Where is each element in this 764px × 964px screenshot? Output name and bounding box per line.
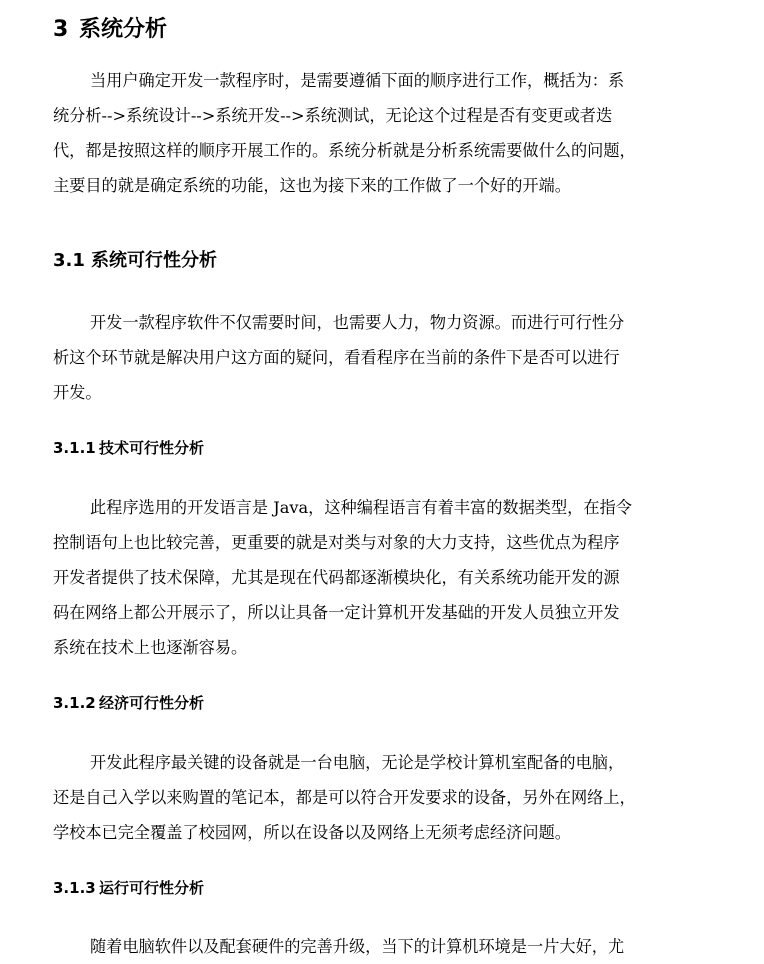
operational-heading — [53, 876, 204, 900]
paragraph-line: 主要目的就是确定系统的功能，这也为接下来的工作做了一个好的开端。 — [53, 176, 571, 195]
paragraph-line: 控制语句上也比较完善，更重要的就是对类与对象的大力支持，这些优点为程序 — [53, 533, 620, 552]
paragraph-line: 开发。 — [53, 383, 102, 402]
technical-paragraph — [53, 490, 632, 665]
economic-number: 3.1.2 — [53, 694, 96, 712]
paragraph-line: 开发此程序最关键的设备就是一台电脑，无论是学校计算机室配备的电脑， — [90, 753, 625, 772]
paragraph-line: 系统在技术上也逐渐容易。 — [53, 638, 248, 657]
subsection-number: 3.1 — [53, 250, 85, 271]
paragraph-line: 代，都是按照这样的顺序开展工作的。系统分析就是分析系统需要做什么的问题， — [53, 141, 636, 160]
economic-heading — [53, 691, 204, 715]
paragraph-line: 还是自己入学以来购置的笔记本，都是可以符合开发要求的设备，另外在网络上， — [53, 788, 636, 807]
section-number: 3 — [53, 17, 69, 42]
operational-title: 运行可行性分析 — [99, 879, 205, 897]
economic-title: 经济可行性分析 — [99, 694, 205, 712]
operational-paragraph — [53, 929, 624, 964]
operational-number: 3.1.3 — [53, 879, 96, 897]
section-heading — [53, 14, 167, 46]
paragraph-line: 码在网络上都公开展示了，所以让具备一定计算机开发基础的开发人员独立开发 — [53, 603, 620, 622]
paragraph-line: 学校本已完全覆盖了校园网，所以在设备以及网络上无须考虑经济问题。 — [53, 823, 571, 842]
subsection-heading — [53, 247, 217, 275]
paragraph-line: 随着电脑软件以及配套硬件的完善升级，当下的计算机环境是一片大好，尤 — [90, 937, 625, 956]
paragraph-line: 开发一款程序软件不仅需要时间，也需要人力，物力资源。而进行可行性分 — [90, 313, 625, 332]
paragraph-line: 此程序选用的开发语言是 Java，这种编程语言有着丰富的数据类型，在指令 — [90, 498, 632, 517]
paragraph-line: 开发者提供了技术保障，尤其是现在代码都逐渐模块化，有关系统功能开发的源 — [53, 568, 620, 587]
subsection-title: 系统可行性分析 — [91, 250, 217, 271]
subsection-paragraph — [53, 305, 624, 410]
economic-paragraph — [53, 745, 636, 850]
section-paragraph — [53, 63, 636, 203]
paragraph-line: 当用户确定开发一款程序时，是需要遵循下面的顺序进行工作，概括为：系 — [90, 71, 625, 90]
section-title: 系统分析 — [79, 17, 168, 42]
paragraph-line: 统分析-->系统设计-->系统开发-->系统测试，无论这个过程是否有变更或者迭 — [53, 106, 613, 125]
technical-heading — [53, 436, 204, 460]
technical-title: 技术可行性分析 — [99, 439, 205, 457]
technical-number: 3.1.1 — [53, 439, 96, 457]
paragraph-line: 析这个环节就是解决用户这方面的疑问，看看程序在当前的条件下是否可以进行 — [53, 348, 620, 367]
